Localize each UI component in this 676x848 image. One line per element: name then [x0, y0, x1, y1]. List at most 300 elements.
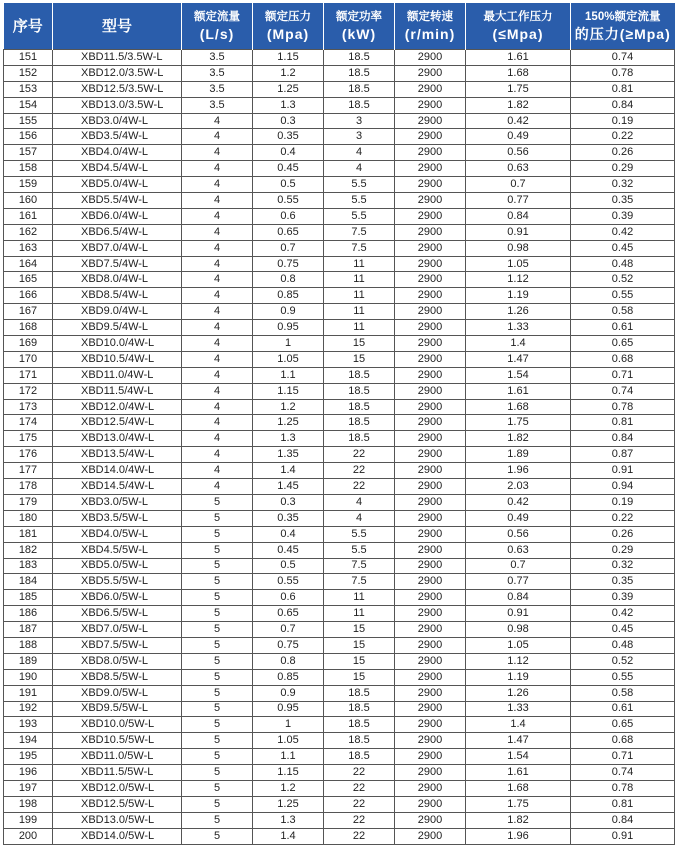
cell-index: 197: [4, 780, 53, 796]
cell-150-flow-pressure: 0.39: [571, 208, 675, 224]
cell-rated-power: 5.5: [324, 193, 395, 209]
cell-index: 192: [4, 701, 53, 717]
cell-rated-speed: 2900: [395, 113, 466, 129]
cell-index: 156: [4, 129, 53, 145]
cell-rated-speed: 2900: [395, 526, 466, 542]
cell-150-flow-pressure: 0.74: [571, 50, 675, 66]
cell-150-flow-pressure: 0.52: [571, 272, 675, 288]
cell-index: 160: [4, 193, 53, 209]
cell-rated-pressure: 0.95: [253, 701, 324, 717]
cell-rated-speed: 2900: [395, 574, 466, 590]
cell-index: 159: [4, 177, 53, 193]
cell-rated-power: 18.5: [324, 50, 395, 66]
cell-150-flow-pressure: 0.52: [571, 653, 675, 669]
table-row: [4, 574, 675, 590]
table-row: [4, 701, 675, 717]
cell-rated-power: 11: [324, 606, 395, 622]
table-row: [4, 320, 675, 336]
cell-rated-speed: 2900: [395, 336, 466, 352]
cell-rated-power: 22: [324, 796, 395, 812]
cell-rated-power: 15: [324, 622, 395, 638]
cell-rated-speed: 2900: [395, 367, 466, 383]
cell-rated-pressure: 1.3: [253, 431, 324, 447]
cell-max-pressure: 1.61: [466, 50, 571, 66]
cell-rated-power: 11: [324, 590, 395, 606]
cell-rated-flow: 5: [182, 765, 253, 781]
cell-model: XBD11.5/3.5W-L: [53, 50, 182, 66]
cell-rated-speed: 2900: [395, 653, 466, 669]
cell-rated-flow: 5: [182, 685, 253, 701]
cell-rated-flow: 5: [182, 653, 253, 669]
cell-rated-flow: 4: [182, 383, 253, 399]
cell-rated-pressure: 1.4: [253, 463, 324, 479]
cell-rated-speed: 2900: [395, 542, 466, 558]
table-row: [4, 796, 675, 812]
cell-max-pressure: 1.4: [466, 717, 571, 733]
cell-model: XBD11.0/4W-L: [53, 367, 182, 383]
cell-150-flow-pressure: 0.61: [571, 701, 675, 717]
cell-max-pressure: 1.68: [466, 780, 571, 796]
cell-rated-pressure: 0.7: [253, 622, 324, 638]
cell-max-pressure: 1.61: [466, 383, 571, 399]
cell-rated-pressure: 1.45: [253, 479, 324, 495]
table-row: [4, 367, 675, 383]
cell-rated-flow: 5: [182, 494, 253, 510]
cell-rated-speed: 2900: [395, 145, 466, 161]
cell-rated-flow: 5: [182, 669, 253, 685]
cell-index: 178: [4, 479, 53, 495]
cell-rated-power: 3: [324, 113, 395, 129]
cell-model: XBD14.5/4W-L: [53, 479, 182, 495]
cell-rated-power: 18.5: [324, 383, 395, 399]
cell-rated-power: 15: [324, 637, 395, 653]
cell-index: 153: [4, 81, 53, 97]
cell-model: XBD12.5/3.5W-L: [53, 81, 182, 97]
cell-max-pressure: 1.75: [466, 81, 571, 97]
cell-rated-pressure: 1: [253, 717, 324, 733]
cell-rated-flow: 3.5: [182, 65, 253, 81]
table-header: [4, 3, 675, 50]
cell-rated-pressure: 1.15: [253, 765, 324, 781]
cell-rated-speed: 2900: [395, 558, 466, 574]
table-row: [4, 526, 675, 542]
table-row: [4, 161, 675, 177]
cell-model: XBD6.0/4W-L: [53, 208, 182, 224]
cell-rated-pressure: 1.15: [253, 383, 324, 399]
cell-rated-speed: 2900: [395, 447, 466, 463]
cell-rated-speed: 2900: [395, 240, 466, 256]
cell-rated-flow: 4: [182, 145, 253, 161]
cell-max-pressure: 1.68: [466, 65, 571, 81]
table-row: [4, 208, 675, 224]
cell-rated-power: 11: [324, 256, 395, 272]
cell-150-flow-pressure: 0.42: [571, 224, 675, 240]
cell-max-pressure: 1.82: [466, 431, 571, 447]
cell-rated-speed: 2900: [395, 606, 466, 622]
cell-rated-pressure: 0.3: [253, 494, 324, 510]
cell-max-pressure: 0.56: [466, 145, 571, 161]
cell-rated-pressure: 0.3: [253, 113, 324, 129]
cell-rated-pressure: 0.45: [253, 542, 324, 558]
cell-index: 151: [4, 50, 53, 66]
cell-rated-power: 15: [324, 653, 395, 669]
table-row: [4, 288, 675, 304]
cell-model: XBD4.0/5W-L: [53, 526, 182, 542]
header-index: 序号: [4, 3, 53, 50]
cell-index: 182: [4, 542, 53, 558]
cell-rated-flow: 4: [182, 288, 253, 304]
cell-rated-pressure: 1.05: [253, 733, 324, 749]
cell-model: XBD9.5/4W-L: [53, 320, 182, 336]
cell-rated-pressure: 0.8: [253, 272, 324, 288]
cell-max-pressure: 0.63: [466, 542, 571, 558]
cell-max-pressure: 1.61: [466, 765, 571, 781]
cell-rated-power: 11: [324, 288, 395, 304]
table-row: [4, 50, 675, 66]
cell-rated-flow: 3.5: [182, 50, 253, 66]
cell-rated-flow: 4: [182, 304, 253, 320]
cell-rated-flow: 4: [182, 463, 253, 479]
header-row: [4, 3, 675, 50]
cell-rated-speed: 2900: [395, 97, 466, 113]
cell-model: XBD6.5/5W-L: [53, 606, 182, 622]
cell-rated-power: 18.5: [324, 749, 395, 765]
cell-index: 181: [4, 526, 53, 542]
cell-rated-speed: 2900: [395, 399, 466, 415]
cell-model: XBD3.5/4W-L: [53, 129, 182, 145]
cell-rated-pressure: 0.35: [253, 510, 324, 526]
cell-model: XBD14.0/5W-L: [53, 828, 182, 844]
cell-model: XBD9.0/4W-L: [53, 304, 182, 320]
table-row: [4, 749, 675, 765]
header-model: 型号: [53, 3, 182, 50]
cell-rated-power: 22: [324, 765, 395, 781]
cell-rated-flow: 4: [182, 113, 253, 129]
cell-index: 154: [4, 97, 53, 113]
cell-max-pressure: 1.89: [466, 447, 571, 463]
cell-rated-speed: 2900: [395, 622, 466, 638]
cell-150-flow-pressure: 0.65: [571, 336, 675, 352]
cell-rated-flow: 4: [182, 336, 253, 352]
cell-index: 164: [4, 256, 53, 272]
cell-rated-power: 18.5: [324, 415, 395, 431]
cell-rated-speed: 2900: [395, 272, 466, 288]
cell-rated-speed: 2900: [395, 828, 466, 844]
cell-index: 183: [4, 558, 53, 574]
cell-index: 185: [4, 590, 53, 606]
cell-index: 194: [4, 733, 53, 749]
cell-rated-flow: 5: [182, 717, 253, 733]
cell-rated-pressure: 0.35: [253, 129, 324, 145]
cell-model: XBD11.5/4W-L: [53, 383, 182, 399]
cell-model: XBD11.0/5W-L: [53, 749, 182, 765]
cell-model: XBD14.0/4W-L: [53, 463, 182, 479]
cell-index: 168: [4, 320, 53, 336]
cell-rated-speed: 2900: [395, 304, 466, 320]
cell-rated-flow: 5: [182, 796, 253, 812]
cell-max-pressure: 1.19: [466, 669, 571, 685]
cell-index: 186: [4, 606, 53, 622]
cell-model: XBD5.5/4W-L: [53, 193, 182, 209]
cell-150-flow-pressure: 0.35: [571, 574, 675, 590]
cell-rated-power: 18.5: [324, 431, 395, 447]
cell-model: XBD8.0/5W-L: [53, 653, 182, 669]
cell-rated-flow: 5: [182, 733, 253, 749]
table-row: [4, 637, 675, 653]
cell-rated-flow: 4: [182, 431, 253, 447]
cell-model: XBD4.0/4W-L: [53, 145, 182, 161]
table-row: [4, 765, 675, 781]
cell-rated-power: 5.5: [324, 208, 395, 224]
cell-150-flow-pressure: 0.71: [571, 367, 675, 383]
cell-model: XBD10.5/4W-L: [53, 351, 182, 367]
cell-max-pressure: 0.77: [466, 193, 571, 209]
cell-model: XBD7.5/5W-L: [53, 637, 182, 653]
cell-model: XBD10.0/4W-L: [53, 336, 182, 352]
cell-max-pressure: 1.82: [466, 812, 571, 828]
cell-rated-power: 22: [324, 828, 395, 844]
cell-model: XBD13.5/4W-L: [53, 447, 182, 463]
cell-rated-flow: 5: [182, 637, 253, 653]
cell-rated-speed: 2900: [395, 288, 466, 304]
cell-model: XBD5.0/4W-L: [53, 177, 182, 193]
cell-rated-flow: 5: [182, 749, 253, 765]
cell-max-pressure: 1.75: [466, 796, 571, 812]
cell-rated-power: 3: [324, 129, 395, 145]
cell-rated-power: 22: [324, 479, 395, 495]
cell-150-flow-pressure: 0.81: [571, 81, 675, 97]
cell-rated-pressure: 1.2: [253, 65, 324, 81]
cell-model: XBD13.0/4W-L: [53, 431, 182, 447]
cell-model: XBD13.0/3.5W-L: [53, 97, 182, 113]
cell-rated-power: 18.5: [324, 733, 395, 749]
cell-150-flow-pressure: 0.29: [571, 161, 675, 177]
cell-model: XBD12.5/4W-L: [53, 415, 182, 431]
cell-rated-pressure: 0.6: [253, 208, 324, 224]
table-row: [4, 812, 675, 828]
cell-max-pressure: 1.4: [466, 336, 571, 352]
cell-rated-pressure: 0.4: [253, 145, 324, 161]
cell-rated-speed: 2900: [395, 320, 466, 336]
cell-model: XBD9.5/5W-L: [53, 701, 182, 717]
cell-rated-flow: 5: [182, 558, 253, 574]
cell-max-pressure: 1.54: [466, 749, 571, 765]
cell-rated-flow: 5: [182, 701, 253, 717]
cell-model: XBD7.0/4W-L: [53, 240, 182, 256]
cell-rated-flow: 4: [182, 320, 253, 336]
cell-model: XBD8.5/5W-L: [53, 669, 182, 685]
cell-model: XBD10.0/5W-L: [53, 717, 182, 733]
cell-rated-power: 18.5: [324, 97, 395, 113]
cell-rated-power: 7.5: [324, 240, 395, 256]
table-row: [4, 606, 675, 622]
cell-150-flow-pressure: 0.58: [571, 304, 675, 320]
cell-150-flow-pressure: 0.78: [571, 399, 675, 415]
cell-rated-flow: 4: [182, 415, 253, 431]
table-row: [4, 510, 675, 526]
cell-index: 196: [4, 765, 53, 781]
cell-150-flow-pressure: 0.48: [571, 256, 675, 272]
cell-rated-pressure: 1: [253, 336, 324, 352]
cell-max-pressure: 0.56: [466, 526, 571, 542]
cell-model: XBD8.5/4W-L: [53, 288, 182, 304]
cell-rated-pressure: 1.25: [253, 415, 324, 431]
cell-index: 155: [4, 113, 53, 129]
table-row: [4, 669, 675, 685]
cell-rated-pressure: 1.15: [253, 50, 324, 66]
cell-150-flow-pressure: 0.84: [571, 97, 675, 113]
cell-rated-flow: 5: [182, 526, 253, 542]
cell-rated-flow: 5: [182, 510, 253, 526]
cell-150-flow-pressure: 0.32: [571, 558, 675, 574]
cell-150-flow-pressure: 0.78: [571, 780, 675, 796]
cell-150-flow-pressure: 0.81: [571, 415, 675, 431]
cell-rated-flow: 5: [182, 542, 253, 558]
cell-150-flow-pressure: 0.26: [571, 145, 675, 161]
cell-max-pressure: 1.26: [466, 304, 571, 320]
header-rated-pressure: 额定压力 (Mpa): [253, 3, 324, 50]
cell-rated-speed: 2900: [395, 733, 466, 749]
cell-rated-power: 18.5: [324, 65, 395, 81]
cell-rated-pressure: 0.75: [253, 637, 324, 653]
cell-rated-power: 11: [324, 304, 395, 320]
cell-index: 170: [4, 351, 53, 367]
cell-rated-speed: 2900: [395, 161, 466, 177]
cell-max-pressure: 1.26: [466, 685, 571, 701]
cell-rated-power: 11: [324, 272, 395, 288]
table-row: [4, 463, 675, 479]
cell-index: 161: [4, 208, 53, 224]
cell-max-pressure: 0.7: [466, 177, 571, 193]
cell-rated-power: 4: [324, 494, 395, 510]
table-row: [4, 129, 675, 145]
cell-150-flow-pressure: 0.35: [571, 193, 675, 209]
cell-index: 167: [4, 304, 53, 320]
cell-rated-pressure: 1.1: [253, 367, 324, 383]
cell-model: XBD10.5/5W-L: [53, 733, 182, 749]
cell-index: 165: [4, 272, 53, 288]
cell-rated-speed: 2900: [395, 81, 466, 97]
cell-rated-speed: 2900: [395, 463, 466, 479]
cell-max-pressure: 0.91: [466, 224, 571, 240]
cell-model: XBD13.0/5W-L: [53, 812, 182, 828]
table-row: [4, 415, 675, 431]
cell-rated-flow: 4: [182, 224, 253, 240]
cell-150-flow-pressure: 0.74: [571, 765, 675, 781]
cell-rated-pressure: 0.95: [253, 320, 324, 336]
cell-index: 193: [4, 717, 53, 733]
cell-index: 200: [4, 828, 53, 844]
cell-index: 174: [4, 415, 53, 431]
cell-max-pressure: 0.63: [466, 161, 571, 177]
cell-rated-speed: 2900: [395, 494, 466, 510]
cell-rated-speed: 2900: [395, 224, 466, 240]
cell-rated-speed: 2900: [395, 383, 466, 399]
cell-max-pressure: 1.68: [466, 399, 571, 415]
cell-rated-pressure: 0.9: [253, 685, 324, 701]
cell-model: XBD8.0/4W-L: [53, 272, 182, 288]
cell-max-pressure: 0.49: [466, 129, 571, 145]
cell-rated-flow: 5: [182, 574, 253, 590]
cell-rated-power: 22: [324, 447, 395, 463]
cell-index: 169: [4, 336, 53, 352]
cell-rated-speed: 2900: [395, 50, 466, 66]
cell-rated-pressure: 0.8: [253, 653, 324, 669]
cell-max-pressure: 1.05: [466, 637, 571, 653]
cell-150-flow-pressure: 0.65: [571, 717, 675, 733]
table-row: [4, 590, 675, 606]
cell-150-flow-pressure: 0.29: [571, 542, 675, 558]
cell-model: XBD12.5/5W-L: [53, 796, 182, 812]
cell-rated-pressure: 1.35: [253, 447, 324, 463]
cell-index: 195: [4, 749, 53, 765]
cell-max-pressure: 1.33: [466, 320, 571, 336]
table-row: [4, 304, 675, 320]
table-row: [4, 65, 675, 81]
cell-rated-flow: 4: [182, 479, 253, 495]
cell-index: 184: [4, 574, 53, 590]
cell-rated-flow: 5: [182, 780, 253, 796]
cell-index: 179: [4, 494, 53, 510]
table-row: [4, 733, 675, 749]
cell-index: 190: [4, 669, 53, 685]
cell-150-flow-pressure: 0.45: [571, 240, 675, 256]
cell-max-pressure: 0.77: [466, 574, 571, 590]
cell-rated-pressure: 0.55: [253, 193, 324, 209]
cell-150-flow-pressure: 0.87: [571, 447, 675, 463]
cell-150-flow-pressure: 0.81: [571, 796, 675, 812]
cell-max-pressure: 1.19: [466, 288, 571, 304]
cell-model: XBD12.0/5W-L: [53, 780, 182, 796]
pump-spec-table: [3, 3, 675, 845]
cell-rated-speed: 2900: [395, 479, 466, 495]
table-row: [4, 193, 675, 209]
table-row: [4, 558, 675, 574]
cell-rated-speed: 2900: [395, 208, 466, 224]
cell-max-pressure: 2.03: [466, 479, 571, 495]
cell-rated-pressure: 0.4: [253, 526, 324, 542]
cell-150-flow-pressure: 0.19: [571, 113, 675, 129]
table-row: [4, 399, 675, 415]
cell-rated-speed: 2900: [395, 256, 466, 272]
cell-index: 198: [4, 796, 53, 812]
table-row: [4, 336, 675, 352]
cell-rated-pressure: 0.85: [253, 669, 324, 685]
cell-rated-pressure: 1.3: [253, 812, 324, 828]
header-rated-power: 额定功率 (kW): [324, 3, 395, 50]
cell-150-flow-pressure: 0.55: [571, 669, 675, 685]
cell-150-flow-pressure: 0.39: [571, 590, 675, 606]
header-max-pressure: 最大工作压力 (≤Mpa): [466, 3, 571, 50]
cell-index: 152: [4, 65, 53, 81]
cell-rated-pressure: 0.85: [253, 288, 324, 304]
table-row: [4, 224, 675, 240]
cell-model: XBD4.5/4W-L: [53, 161, 182, 177]
cell-index: 171: [4, 367, 53, 383]
table-row: [4, 828, 675, 844]
cell-150-flow-pressure: 0.74: [571, 383, 675, 399]
cell-rated-pressure: 1.3: [253, 97, 324, 113]
table-row: [4, 447, 675, 463]
cell-rated-power: 7.5: [324, 558, 395, 574]
table-row: [4, 431, 675, 447]
cell-rated-speed: 2900: [395, 637, 466, 653]
cell-rated-power: 5.5: [324, 542, 395, 558]
cell-rated-speed: 2900: [395, 812, 466, 828]
cell-model: XBD3.5/5W-L: [53, 510, 182, 526]
cell-index: 163: [4, 240, 53, 256]
cell-model: XBD7.5/4W-L: [53, 256, 182, 272]
